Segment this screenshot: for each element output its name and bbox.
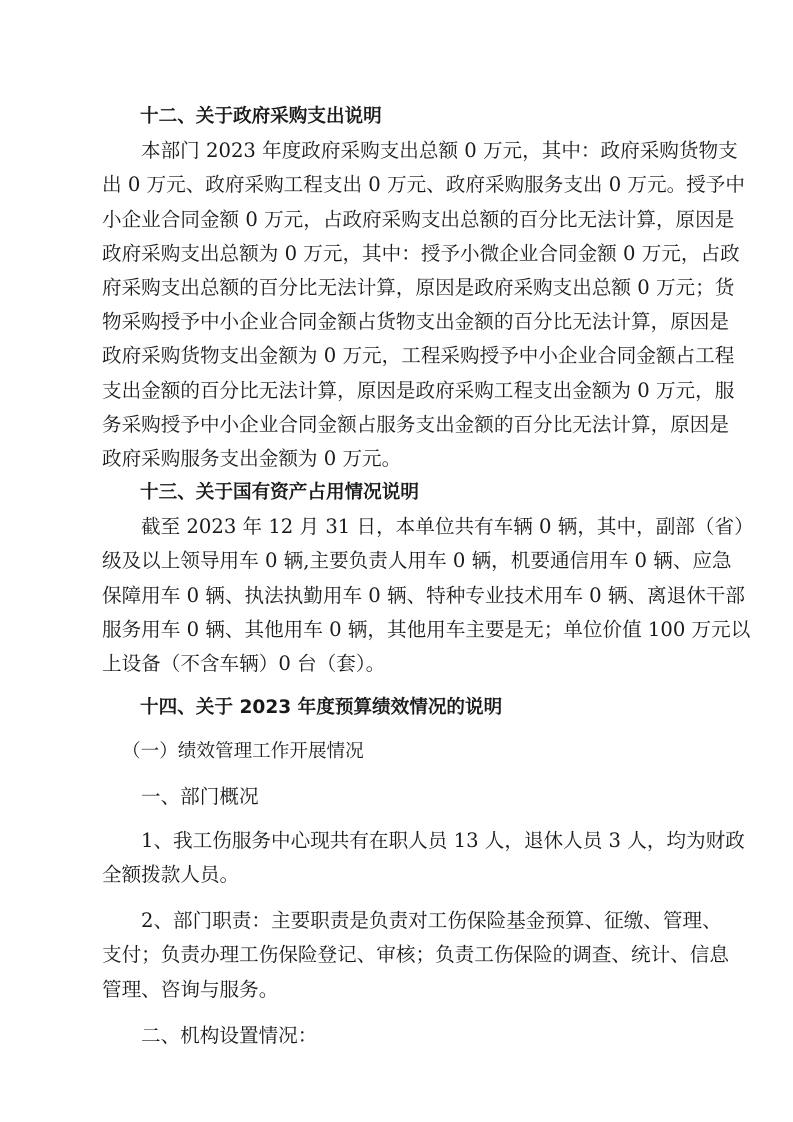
paragraph-line: 出 0 万元、政府采购工程支出 0 万元、政府采购服务支出 0 万元。授予中 bbox=[102, 173, 745, 197]
paragraph-line: 务采购授予中小企业合同金额占服务支出金额的百分比无法计算，原因是 bbox=[102, 412, 729, 436]
paragraph-line: 支付；负责办理工伤保险登记、审核；负责工伤保险的调查、统计、信息 bbox=[102, 943, 729, 967]
subsection-heading: （一）绩效管理工作开展情况 bbox=[122, 741, 364, 763]
paragraph-line: 服务用车 0 辆、其他用车 0 辆，其他用车主要是无；单位价值 100 万元以 bbox=[102, 617, 751, 641]
paragraph-line: 级及以上领导用车 0 辆,主要负责人用车 0 辆，机要通信用车 0 辆、应急 bbox=[102, 549, 732, 573]
paragraph-line: 管理、咨询与服务。 bbox=[102, 977, 279, 1001]
document-body bbox=[102, 100, 754, 1053]
paragraph-line: 支出金额的百分比无法计算，原因是政府采购工程支出金额为 0 万元，服 bbox=[102, 378, 735, 402]
part-title: 二、机构设置情况： bbox=[141, 1023, 318, 1047]
paragraph-line: 1、我工伤服务中心现共有在职人员 13 人，退休人员 3 人，均为财政 bbox=[141, 828, 745, 852]
paragraph-line: 府采购支出总额的百分比无法计算，原因是政府采购支出总额 0 万元；货 bbox=[102, 275, 735, 299]
paragraph-line: 保障用车 0 辆、执法执勤用车 0 辆、特种专业技术用车 0 辆、离退休干部 bbox=[102, 583, 745, 607]
paragraph-line: 政府采购支出总额为 0 万元，其中：授予小微企业合同金额 0 万元，占政 bbox=[102, 241, 740, 265]
paragraph-line: 小企业合同金额 0 万元，占政府采购支出总额的百分比无法计算，原因是 bbox=[102, 207, 735, 231]
paragraph-line: 物采购授予中小企业合同金额占货物支出金额的百分比无法计算，原因是 bbox=[102, 310, 729, 334]
paragraph-line: 上设备（不含车辆）0 台（套）。 bbox=[102, 652, 386, 675]
paragraph-line: 截至 2023 年 12 月 31 日，本单位共有车辆 0 辆，其中，副部（省） bbox=[141, 515, 754, 539]
paragraph-line: 2、部门职责：主要职责是负责对工伤保险基金预算、征缴、管理、 bbox=[141, 909, 722, 933]
paragraph-line: 政府采购服务支出金额为 0 万元。 bbox=[102, 446, 402, 470]
paragraph-line: 全额拨款人员。 bbox=[102, 862, 240, 886]
section-heading-13: 十三、关于国有资产占用情况说明 bbox=[140, 482, 419, 504]
paragraph-line: 本部门 2023 年度政府采购支出总额 0 万元，其中：政府采购货物支 bbox=[141, 139, 738, 163]
section-heading-14: 十四、关于 2023 年度预算绩效情况的说明 bbox=[140, 697, 503, 719]
paragraph-line: 政府采购货物支出金额为 0 万元，工程采购授予中小企业合同金额占工程 bbox=[102, 344, 735, 368]
section-heading-12: 十二、关于政府采购支出说明 bbox=[140, 106, 382, 127]
part-title: 一、部门概况 bbox=[141, 784, 259, 808]
